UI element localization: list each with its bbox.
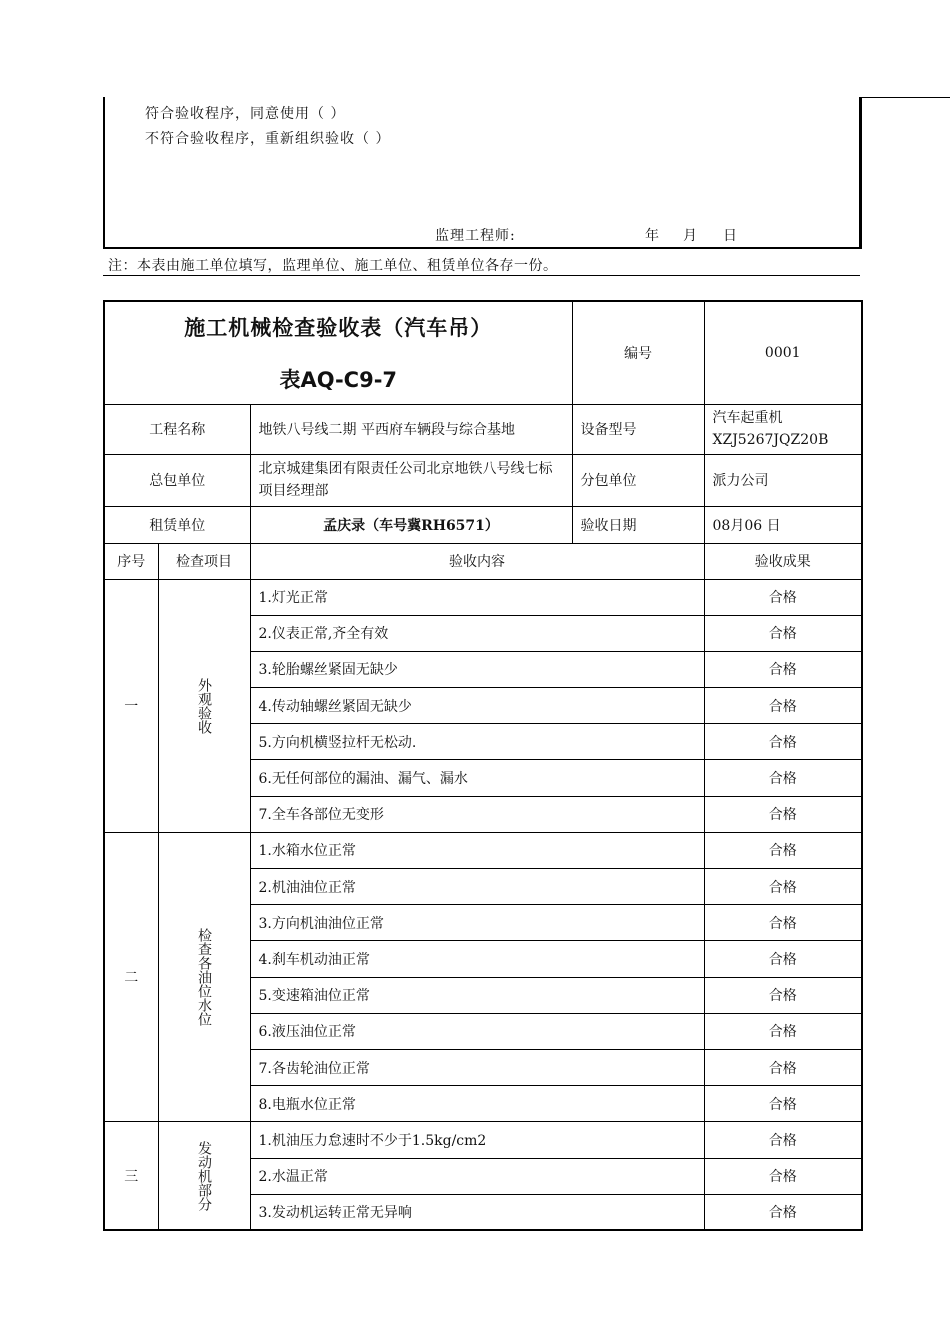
header-content: 验收内容 [250,543,704,579]
check-content: 1.灯光正常 [250,579,704,615]
check-result: 合格 [704,651,862,687]
contractor-value: 北京城建集团有限责任公司北京地铁八号线七标项目经理部 [250,454,572,506]
check-content: 6.无任何部位的漏油、漏气、漏水 [250,760,704,796]
check-result: 合格 [704,1158,862,1194]
form-code: 表AQ-C9-7 [279,367,398,392]
group-item-cell [158,832,250,1122]
lessor-row [104,506,862,543]
date-value: 08月06 日 [704,506,862,543]
header-seq: 序号 [104,543,158,579]
table-row [104,832,862,868]
group-item-label: 检查各油位水位 [196,928,212,1027]
project-row [104,404,862,454]
group-seq: 一 [104,579,158,832]
check-result: 合格 [704,724,862,760]
check-content: 1.机油压力怠速时不少于1.5kg/cm2 [250,1122,704,1158]
check-result: 合格 [704,1086,862,1122]
check-result: 合格 [704,977,862,1013]
check-result: 合格 [704,615,862,651]
subcontractor-label: 分包单位 [572,454,704,506]
approve-option: 符合验收程序，同意使用（ ） [145,106,346,122]
group-seq: 三 [104,1122,158,1231]
group-item-label: 发动机部分 [196,1140,212,1211]
group-item-cell [158,1122,250,1231]
check-content: 8.电瓶水位正常 [250,1086,704,1122]
check-result: 合格 [704,1122,862,1158]
model-label: 设备型号 [572,404,704,454]
contractor-label: 总包单位 [104,454,250,506]
check-content: 5.变速箱油位正常 [250,977,704,1013]
model-value-line2: XZJ5267JQZ20B [712,432,829,448]
check-result: 合格 [704,796,862,832]
check-result: 合格 [704,905,862,941]
signature-row [435,225,738,245]
check-result: 合格 [704,941,862,977]
year-label: 年 [645,228,660,244]
footnote: 注：本表由施工单位填写，监理单位、施工单位、租赁单位各存一份。 [108,258,558,274]
lessor-value: 孟庆录（车号冀RH6571） [250,506,572,543]
check-content: 3.发动机运转正常无异响 [250,1194,704,1230]
check-content: 5.方向机横竖拉杆无松动. [250,724,704,760]
header-item: 检查项目 [158,543,250,579]
date-label: 验收日期 [572,506,704,543]
check-content: 7.各齿轮油位正常 [250,1049,704,1085]
check-content: 2.仪表正常,齐全有效 [250,615,704,651]
day-label: 日 [723,228,738,244]
group-item-cell [158,579,250,832]
check-result: 合格 [704,579,862,615]
project-label: 工程名称 [104,404,250,454]
check-content: 3.轮胎螺丝紧固无缺少 [250,651,704,687]
check-result: 合格 [704,688,862,724]
check-content: 6.液压油位正常 [250,1013,704,1049]
check-content: 1.水箱水位正常 [250,832,704,868]
supervisor-label: 监理工程师: [435,228,516,244]
footnote-rule [103,275,860,276]
lessor-label: 租赁单位 [104,506,250,543]
reject-option: 不符合验收程序，重新组织验收（ ） [145,131,391,147]
check-content: 3.方向机油油位正常 [250,905,704,941]
check-result: 合格 [704,1013,862,1049]
adjacent-page-edge [860,97,950,249]
check-content: 4.传动轴螺丝紧固无缺少 [250,688,704,724]
check-result: 合格 [704,760,862,796]
number-label: 编号 [572,301,704,404]
check-content: 7.全车各部位无变形 [250,796,704,832]
model-value-line1: 汽车起重机 [712,410,783,426]
approval-box [103,97,860,249]
subcontractor-value: 派力公司 [704,454,862,506]
form-title-cell [104,301,572,404]
table-row [104,579,862,615]
check-result: 合格 [704,869,862,905]
check-result: 合格 [704,1049,862,1085]
number-value: 0001 [704,301,862,404]
group-item-label: 外观验收 [196,677,212,734]
check-content: 4.刹车机动油正常 [250,941,704,977]
project-value: 地铁八号线二期 平西府车辆段与综合基地 [250,404,572,454]
inspection-form-table [103,300,863,1231]
check-content: 2.机油油位正常 [250,869,704,905]
model-value-cell [704,404,862,454]
form-title: 施工机械检查验收表（汽车吊） [184,315,493,340]
table-row [104,1122,862,1158]
check-result: 合格 [704,1194,862,1230]
month-label: 月 [683,228,698,244]
title-row [104,301,862,404]
header-row [104,543,862,579]
header-result: 验收成果 [704,543,862,579]
check-content: 2.水温正常 [250,1158,704,1194]
check-result: 合格 [704,832,862,868]
group-seq: 二 [104,832,158,1122]
contractor-row [104,454,862,506]
